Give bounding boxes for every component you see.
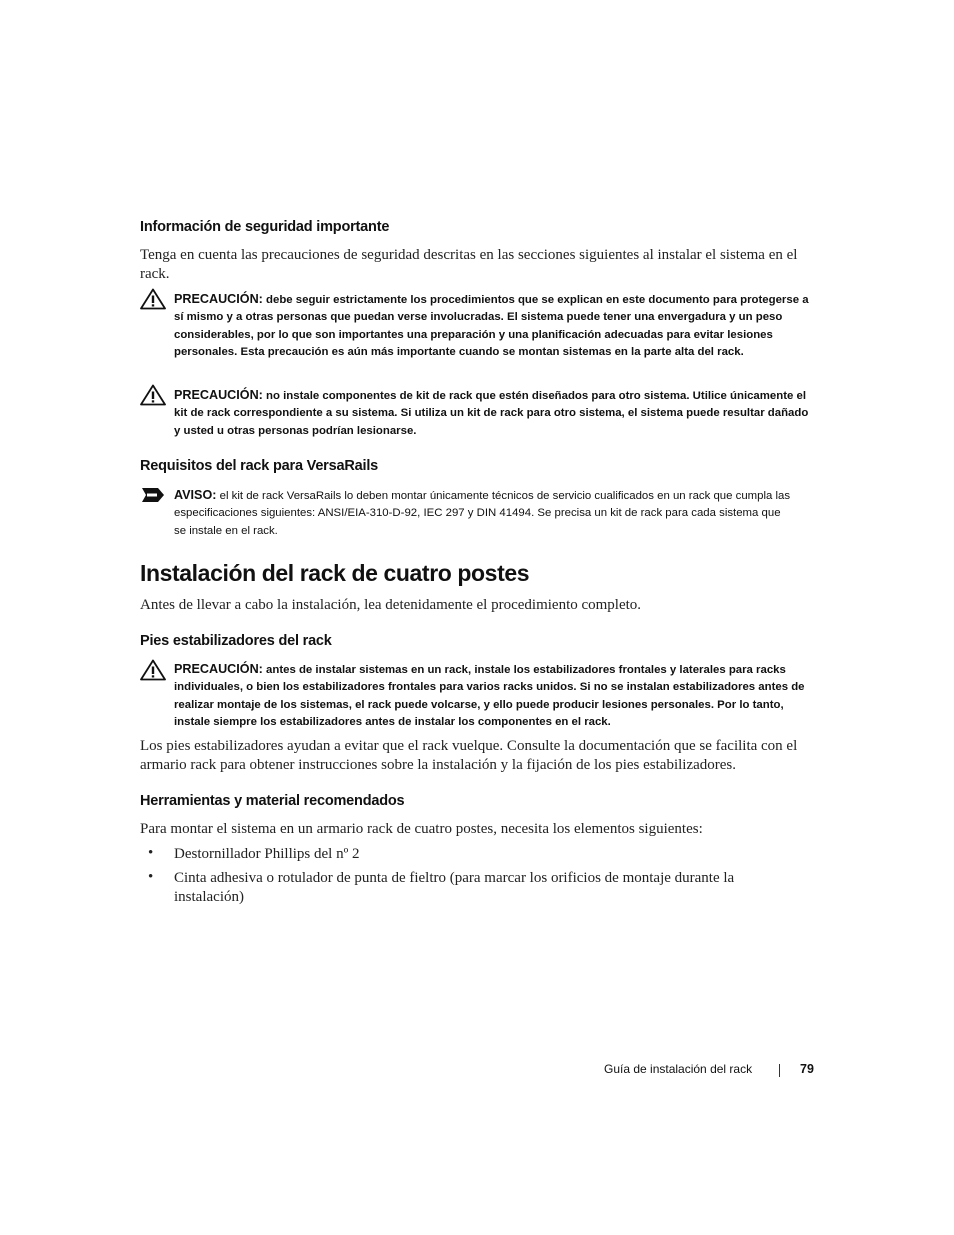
footer-guide-title: Guía de instalación del rack bbox=[604, 1062, 753, 1076]
notice-note bbox=[174, 487, 794, 540]
caution-label: PRECAUCIÓN: bbox=[174, 292, 263, 306]
footer-separator bbox=[779, 1064, 780, 1077]
page-number: 79 bbox=[800, 1062, 814, 1076]
warning-triangle-icon bbox=[140, 384, 166, 406]
caution-label: PRECAUCIÓN: bbox=[174, 662, 263, 676]
list-item: Cinta adhesiva o rotulador de punta de fieltro (para marcar los orificios de montaje durante la instalación) bbox=[174, 870, 735, 905]
bullet-marker: • bbox=[148, 845, 154, 861]
caution-text: antes de instalar sistemas en un rack, instale los estabilizadores frontales y laterales para racks individuales, o bien los estabilizadores frontales para varios racks unidos. Si no se instalan estabilizadores antes de realizar montaje de los sistemas, el rack puede volcarse, y ello puede producir lesiones personales. Por lo tanto, instale siempre los estabilizadores antes de instalar los componentes en el rack. bbox=[174, 664, 805, 729]
list-item: Destornillador Phillips del nº 2 bbox=[174, 846, 360, 862]
main-intro-paragraph: Antes de llevar a cabo la instalación, lea detenidamente el procedimiento completo. bbox=[140, 597, 642, 613]
caution-note-1 bbox=[174, 291, 816, 362]
section-heading-tools: Herramientas y material recomendados bbox=[140, 793, 405, 809]
section-heading-stabilizers: Pies estabilizadores del rack bbox=[140, 633, 332, 649]
notice-text: el kit de rack VersaRails lo deben montar únicamente técnicos de servicio cualificados en un rack que cumpla las especificaciones siguientes: ANSI/EIA-310-D-92, IEC 297 y DIN 41494. Se precisa un kit de rack para cada sistema que se instale en el rack. bbox=[174, 490, 791, 537]
section-heading-requirements: Requisitos del rack para VersaRails bbox=[140, 458, 379, 474]
caution-label: PRECAUCIÓN: bbox=[174, 388, 263, 402]
warning-triangle-icon bbox=[140, 288, 166, 310]
page-title: Instalación del rack de cuatro postes bbox=[140, 560, 530, 586]
bullet-marker: • bbox=[148, 869, 154, 885]
safety-intro-paragraph: Tenga en cuenta las precauciones de seguridad descritas en las secciones siguientes al instalar el sistema en el rack. bbox=[140, 247, 798, 282]
tools-intro-paragraph: Para montar el sistema en un armario rack de cuatro postes, necesita los elementos siguientes: bbox=[140, 821, 703, 837]
notice-label: AVISO: bbox=[174, 488, 217, 502]
caution-text: no instale componentes de kit de rack que estén diseñados para otro sistema. Utilice únicamente el kit de rack correspondiente a su sistema. Si utiliza un kit de rack para otro sistema, el sistema puede resultar dañado y usted u otras personas podrían lesionarse. bbox=[174, 390, 809, 437]
section-heading-safety: Información de seguridad importante bbox=[140, 219, 390, 235]
notice-arrow-icon bbox=[140, 484, 166, 506]
warning-triangle-icon bbox=[140, 659, 166, 681]
caution-text: debe seguir estrictamente los procedimientos que se explican en este documento para protegerse a sí mismo y a otras personas que puedan verse involucradas. El sistema puede tener una envergadura y un peso considerables, por lo que son importantes una preparación y una planificación adecuadas para evitar lesiones personales. Esta precaución es aún más importante cuando se montan sistemas en la parte alta del rack. bbox=[174, 294, 809, 359]
stabilizers-paragraph: Los pies estabilizadores ayudan a evitar que el rack vuelque. Consulte la documentación que se facilita con el armario rack para obtener instrucciones sobre la instalación y la fijación de los pies estabilizadores. bbox=[140, 738, 798, 773]
caution-note-3 bbox=[174, 661, 818, 732]
caution-note-2 bbox=[174, 387, 814, 440]
